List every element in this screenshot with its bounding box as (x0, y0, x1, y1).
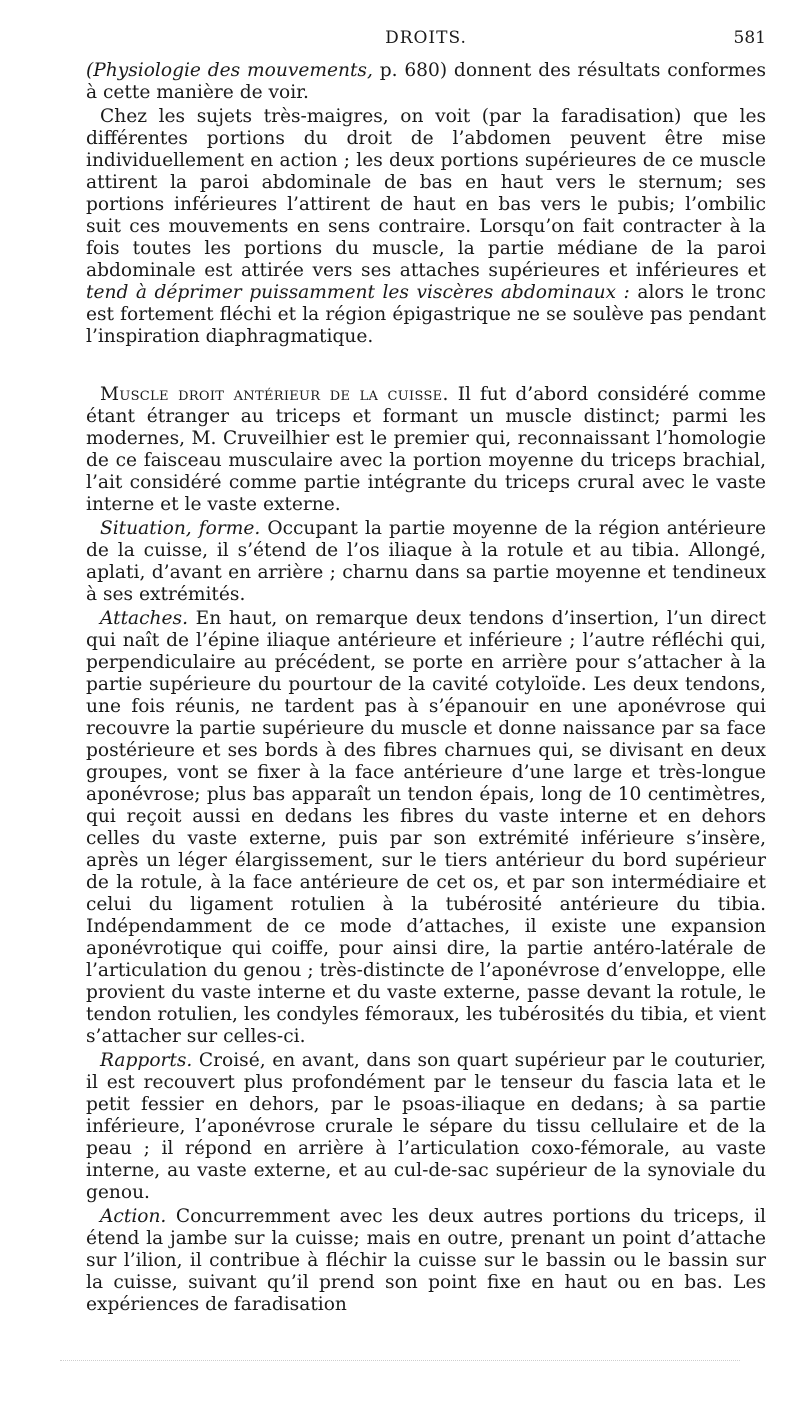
paragraph-rapports (86, 1050, 766, 1204)
section-heading: Muscle droit antérieur de la cuisse. (100, 384, 449, 405)
paragraph-faradisation-abdomen (86, 106, 766, 348)
paragraph-situation (86, 518, 766, 606)
body-text (86, 60, 766, 1318)
paragraph-text: Croisé, en avant, dans son quart supérieur par le couturier, il est recouvert plus profondément par le tenseur du fascia lata et le petit fessier en dehors, par le psoas-iliaque en dedans; à sa partie inférieure, l’aponévrose crurale le sépare du tissu cellulaire et de la peau ; il répond en arrière à l’articulation coxo-fémorale, au vaste interne, au vaste externe, et au cul-de-sac supérieur de la synoviale du genou. (86, 1050, 766, 1203)
paragraph-physiologie (86, 60, 766, 104)
paragraph-text: Concurremment avec les deux autres portions du triceps, il étend la jambe sur la cuisse; mais en outre, prenant un point d’attache sur l’ilion, il contribue à fléchir la cuisse sur le bassin ou le bassin sur la cuisse, suivant qu’il prend son point fixe en haut ou en bas. Les expériences de faradisation (86, 1206, 766, 1315)
paragraph-muscle-droit-anterieur (86, 384, 766, 516)
emphasis-text: tend à déprimer puissamment les viscères abdominaux : (86, 282, 630, 303)
page-number: 581 (733, 28, 766, 48)
paragraph-action (86, 1206, 766, 1316)
paragraph-attaches (86, 608, 766, 1048)
paragraph-text: alors le tronc est fortement fléchi et la région épigastrique ne se soulève pas pendant l’inspiration diaphragmatique. (86, 282, 766, 347)
scan-artifact-line (60, 1360, 740, 1369)
paragraph-text: p. 680) donnent des résultats conformes à cette manière de voir. (86, 60, 766, 103)
subsection-label: Action. (100, 1206, 167, 1227)
citation-title: (Physiologie des mouvements, (86, 60, 373, 81)
subsection-label: Attaches. (100, 608, 188, 629)
paragraph-text: Occupant la partie moyenne de la région antérieure de la cuisse, il s’étend de l’os iliaque à la rotule et au tibia. Allongé, aplati, d’avant en arrière ; charnu dans sa partie moyenne et tendineux à ses extrémités. (86, 518, 766, 605)
page-header (86, 24, 766, 54)
subsection-label: Situation, forme. (100, 518, 261, 539)
paragraph-text: Chez les sujets très-maigres, on voit (par la faradisation) que les différentes portions du droit de l’abdomen peuvent être mise individuellement en action ; les deux portions supérieures de ce muscle attirent la paroi abdominale de bas en haut vers le sternum; ses portions inférieures l’attirent de haut en bas vers le pubis; l’ombilic suit ces mouvements en sens contraire. Lorsqu’on fait contracter à la fois toutes les portions du muscle, la partie médiane de la paroi abdominale est attirée vers ses attaches supérieures et inférieures et (86, 106, 766, 281)
subsection-label: Rapports. (100, 1050, 193, 1071)
paragraph-text: En haut, on remarque deux tendons d’insertion, l’un direct qui naît de l’épine iliaque antérieure et inférieure ; l’autre réfléchi qui, perpendiculaire au précédent, se porte en arrière pour s’attacher à la partie supérieure du pourtour de la cavité cotyloïde. Les deux tendons, une fois réunis, ne tardent pas à s’épanouir en une aponévrose qui recouvre la partie supérieure du muscle et donne naissance par sa face postérieure et ses bords à des fibres charnues qui, se divisant en deux groupes, vont se fixer à la face antérieure d’une large et très-longue aponévrose; plus bas apparaît un tendon épais, long de 10 centimètres, qui reçoit aussi en dedans les fibres du vaste interne et en dehors celles du vaste externe, puis par son extrémité inférieure s’insère, après un léger élargissement, sur le tiers antérieur du bord supérieur de la rotule, à la face antérieure de cet os, et par son intermédiaire et celui du ligament rotulien à la tubérosité antérieure du tibia. Indépendamment de ce mode d’attaches, il existe une expansion aponévrotique qui coiffe, pour ainsi dire, la partie antéro-latérale de l’articulation du genou ; très-distincte de l’aponévrose d’enveloppe, elle provient du vaste interne et du vaste externe, passe devant la rotule, le tendon rotulien, les condyles fémoraux, les tubérosités du tibia, et vient s’attacher sur celles-ci. (86, 608, 766, 1047)
running-title: DROITS. (385, 28, 467, 48)
paragraph-text: Il fut d’abord considéré comme étant étranger au triceps et formant un muscle distinct; parmi les modernes, M. Cruveilhier est le premier qui, reconnaissant l’homologie de ce faisceau musculaire avec la portion moyenne du triceps brachial, l’ait considéré comme partie intégrante du triceps crural avec le vaste interne et le vaste externe. (86, 384, 766, 515)
